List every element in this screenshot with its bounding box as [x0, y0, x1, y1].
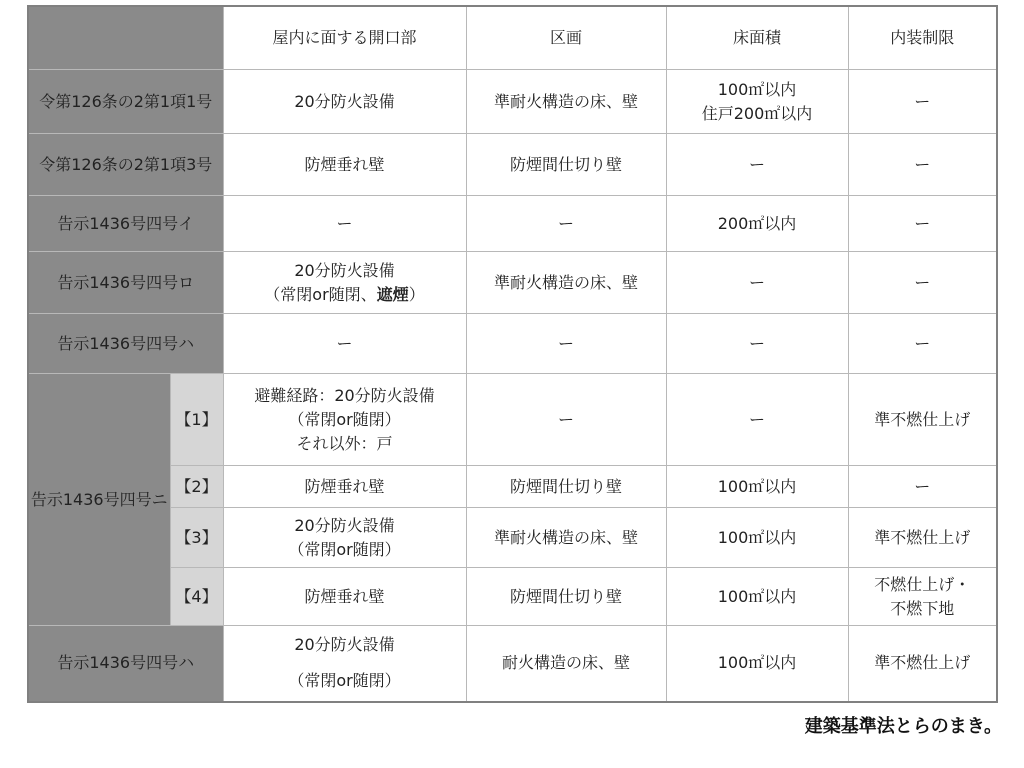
table-row [28, 134, 997, 196]
cell-zone: 防煙間仕切り壁 [466, 134, 666, 196]
corner-cell [28, 6, 223, 70]
cell-opening [223, 252, 466, 314]
table-row [28, 626, 997, 702]
regulation-table [27, 5, 998, 703]
row-label: 告示1436号四号ロ [28, 252, 223, 314]
header-opening: 屋内に面する開口部 [223, 6, 466, 70]
interior-line: 不燃下地 [890, 598, 955, 618]
opening-line: それ以外：戸 [296, 433, 393, 453]
cell-zone: 耐火構造の床、壁 [466, 626, 666, 702]
cell-interior: 準不燃仕上げ [848, 374, 997, 466]
cell-floor-area: 100㎡以内 [666, 626, 848, 702]
header-floor-area: 床面積 [666, 6, 848, 70]
opening-line: 20分防火設備 [294, 260, 395, 280]
cell-zone: 準耐火構造の床、壁 [466, 508, 666, 568]
cell-opening [223, 508, 466, 568]
row-label: 告示1436号四号ハ [28, 626, 223, 702]
opening-line: 20分防火設備 [294, 515, 395, 535]
table-row [28, 466, 997, 508]
opening-line: （常閉or随閉） [288, 539, 401, 559]
cell-opening: ー [223, 314, 466, 374]
sub-tag: 【3】 [170, 508, 223, 568]
cell-floor-area: ー [666, 374, 848, 466]
header-row [28, 6, 997, 70]
table-row [28, 374, 997, 466]
cell-floor-area: ー [666, 314, 848, 374]
row-label: 令第126条の2第1項1号 [28, 70, 223, 134]
row-label: 告示1436号四号ハ [28, 314, 223, 374]
cell-opening [223, 374, 466, 466]
cell-zone: 準耐火構造の床、壁 [466, 252, 666, 314]
opening-bold-text: 遮煙 [376, 284, 409, 304]
opening-line: 避難経路：20分防火設備 [254, 385, 435, 405]
cell-interior: ー [848, 134, 997, 196]
group-label: 告示1436号四号ニ [28, 374, 170, 626]
sub-tag: 【1】 [170, 374, 223, 466]
cell-interior: ー [848, 70, 997, 134]
cell-floor-area: ー [666, 252, 848, 314]
opening-line: （常閉or随閉） [288, 409, 401, 429]
footer-credit: 建築基準法とらのまき。 [804, 716, 1002, 737]
table-row [28, 508, 997, 568]
cell-zone: 準耐火構造の床、壁 [466, 70, 666, 134]
table-row [28, 314, 997, 374]
row-label: 令第126条の2第1項3号 [28, 134, 223, 196]
table-row [28, 70, 997, 134]
cell-opening: ー [223, 196, 466, 252]
cell-zone: ー [466, 196, 666, 252]
cell-zone: 防煙間仕切り壁 [466, 466, 666, 508]
cell-floor-area: ー [666, 134, 848, 196]
opening-line [224, 283, 466, 307]
sub-tag: 【2】 [170, 466, 223, 508]
floor-area-line: 100㎡以内 [717, 79, 797, 99]
cell-interior: 準不燃仕上げ [848, 508, 997, 568]
cell-floor-area: 200㎡以内 [666, 196, 848, 252]
cell-floor-area [666, 70, 848, 134]
row-label: 告示1436号四号イ [28, 196, 223, 252]
opening-text: （常閉or随閉、 [264, 284, 377, 304]
table-row [28, 196, 997, 252]
cell-interior: ー [848, 466, 997, 508]
cell-interior: ー [848, 252, 997, 314]
opening-line: 20分防火設備 [294, 635, 395, 655]
table-row [28, 568, 997, 626]
sub-tag: 【4】 [170, 568, 223, 626]
cell-opening [223, 626, 466, 702]
cell-floor-area: 100㎡以内 [666, 466, 848, 508]
floor-area-line: 住戸200㎡以内 [701, 103, 813, 123]
cell-opening: 20分防火設備 [223, 70, 466, 134]
cell-zone: ー [466, 374, 666, 466]
cell-opening: 防煙垂れ壁 [223, 466, 466, 508]
cell-zone: ー [466, 314, 666, 374]
cell-interior: ー [848, 314, 997, 374]
cell-interior: 準不燃仕上げ [848, 626, 997, 702]
cell-opening: 防煙垂れ壁 [223, 134, 466, 196]
cell-interior: ー [848, 196, 997, 252]
cell-zone: 防煙間仕切り壁 [466, 568, 666, 626]
cell-opening: 防煙垂れ壁 [223, 568, 466, 626]
table-row [28, 252, 997, 314]
opening-text: ） [408, 284, 425, 304]
header-interior: 内装制限 [848, 6, 997, 70]
cell-floor-area: 100㎡以内 [666, 568, 848, 626]
cell-interior [848, 568, 997, 626]
cell-floor-area: 100㎡以内 [666, 508, 848, 568]
header-zone: 区画 [466, 6, 666, 70]
interior-line: 不燃仕上げ・ [874, 574, 971, 594]
opening-line: （常閉or随閉） [288, 671, 401, 691]
